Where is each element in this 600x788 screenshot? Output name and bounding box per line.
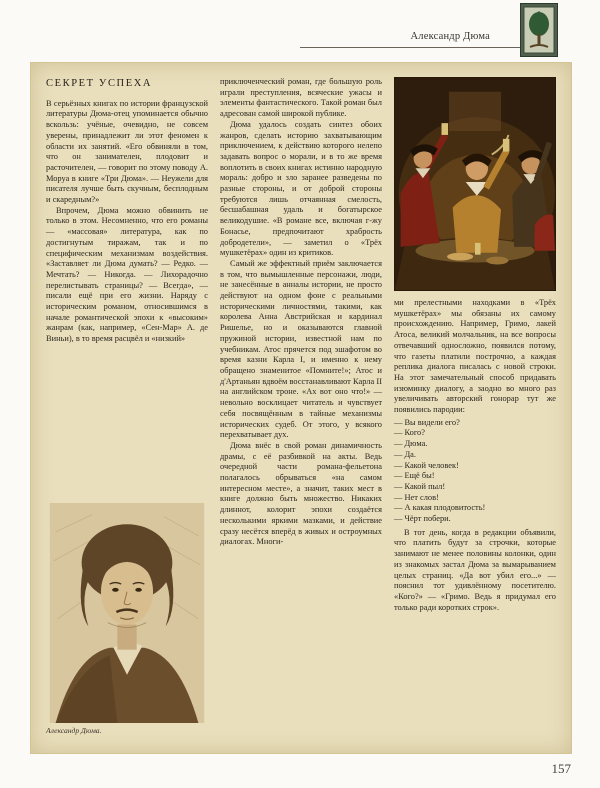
dialogue-line: — Кого? <box>394 428 425 438</box>
dialogue-line: — Чёрт побери. <box>394 514 451 524</box>
publisher-emblem-icon <box>520 3 558 57</box>
column-middle <box>220 77 382 737</box>
paragraph: приключенческий роман, где большую роль играли преступления, всяческие ужасы и элементы фантастического. Такой роман был адресован самой широкой публике. <box>220 77 382 119</box>
paragraph: В тот день, когда в редакции объявили, что платить будут за строчки, которые занимают не менее половины колонки, один из знакомых застал Дюма за вымарыванием целых страниц. «Да вот убил его...» — пояснил тот удивлённому посетителю. «Кого?» — «Гримо. Ведь я придумал его только ради коротких строк». <box>394 527 556 612</box>
dialogue-line: — Какой человек! <box>394 460 459 470</box>
portrait-caption: Александр Дюма. <box>46 726 102 736</box>
dumas-portrait-image <box>46 503 208 723</box>
dialogue-line: — Ещё бы! <box>394 471 435 481</box>
column-left <box>46 77 208 737</box>
dialogue-line: — Вы видели его? <box>394 417 460 427</box>
paragraph: ми прелестными находками в «Трёх мушкетёрах» мы обязаны их самому происхождению. Например, Гримо, лакей Атоса, великий молчальник, на все вопросы отвечавший односложно, появился потому, что газеты платили построчно, а каждая реплика диалога писалась с новой строки. На этот замечательный способ придавать изюминку диалогу, а заодно во много раз увеличивать авторский гонорар тут же появились пародии: <box>394 298 556 415</box>
page-body <box>30 62 572 754</box>
article-title: СЕКРЕТ УСПЕХА <box>46 78 153 89</box>
dialogue-line: — А какая плодовитость! <box>394 503 486 513</box>
running-title: Александр Дюма <box>410 31 490 42</box>
paragraph: Дюма удалось создать синтез обоих жанров, сделать историю захватывающим приключением, к действию которого нелепо задавать вопрос о морали, и в то же время воплотить в своих книгах истинно народную мораль: добро и зло заранее разведены по разные стороны, и от доброй стороны требуются лишь отчаянная смелость, бесшабашная удаль и богатырское великодушие. «В романе все, включая г-жу Бонасье, предпочитают храбрость добродетели», — заметил о «Трёх мушкетёрах» один из критиков. <box>220 119 382 258</box>
paragraph: Впрочем, Дюма можно обвинить не только в этом. Несомненно, что его романы — «массовая» литература, как по достигнутым тиражам, так и по специфическим механизмам воздействия. «Заставляет ли Дюма думать? — Редко. — Мечтать? — Никогда. — Лихорадочно перелистывать страницы? — Всегда», — писали ещё при его жизни. Наряду с историческим романом, относившимся в начале романтической эпохи к «высоким» жанрам (как, например, «Сен-Мар» А. де Виньи), в то время расцвёл и «низкий» <box>46 205 208 344</box>
dialogue-line: — Дюма. <box>394 439 428 449</box>
paragraph: Самый же эффектный приём заключается в том, что вымышленные персонажи, люди, не занесённые в анналы истории, не просто действуют на одном фоне с реальными историческими личностями, такими, как королева Анна Австрийская и кардинал Ришелье, но и оказываются главной пружиной истории, известной нам по учебникам. Атос прячется под эшафотом во время казни Карла I, и именно к нему обращено знаменитое «Помните!»; Атос и д'Артаньян вдвоём восстанавливают Карла II на английском троне. «Ах вот оно что!» — невольно восклицает читатель и чувствует себя посвящённым в тайные механизмы исторических судеб. От этого, у всякого перехватывает дух. <box>220 258 382 440</box>
dumas-portrait-figure <box>46 503 208 737</box>
musketeers-painting-image <box>395 78 555 290</box>
dialogue-line: — Да. <box>394 449 416 459</box>
musketeers-painting-figure <box>394 77 556 291</box>
page-number: 157 <box>551 761 571 776</box>
column-right <box>394 77 556 737</box>
dialogue-line: — Какой пыл! <box>394 481 446 491</box>
dialogue-line: — Нет слов! <box>394 492 439 502</box>
header-rule <box>300 47 532 48</box>
parody-dialogue <box>394 418 556 525</box>
paragraph: Дюма внёс в свой роман динамичность драмы, с её разбивкой на акты. Ведь очередной части романа-фельетона полагалось обрываться «на самом интересном месте», а значит, таких мест в книге должно быть множество. Никаких длиннот, колорит эпохи создаётся несколькими яркими мазками, и действие сразу несётся вперёд в живых и остроумных диалогах. Многи- <box>220 440 382 547</box>
paragraph: В серьёзных книгах по истории французской литературы Дюма-отец упоминается обычно вскользь: учёные, очевидно, не совсем уверены, принадлежит ли этот феномен к области их занятий. «Его обвиняли в том, что он занимателен, плодовит и расточителен, — говорит по этому поводу А. Моруа в книге «Три Дюма». — Неужели для писателя лучше быть скучным, бесплодным и скаредным?» <box>46 98 208 205</box>
